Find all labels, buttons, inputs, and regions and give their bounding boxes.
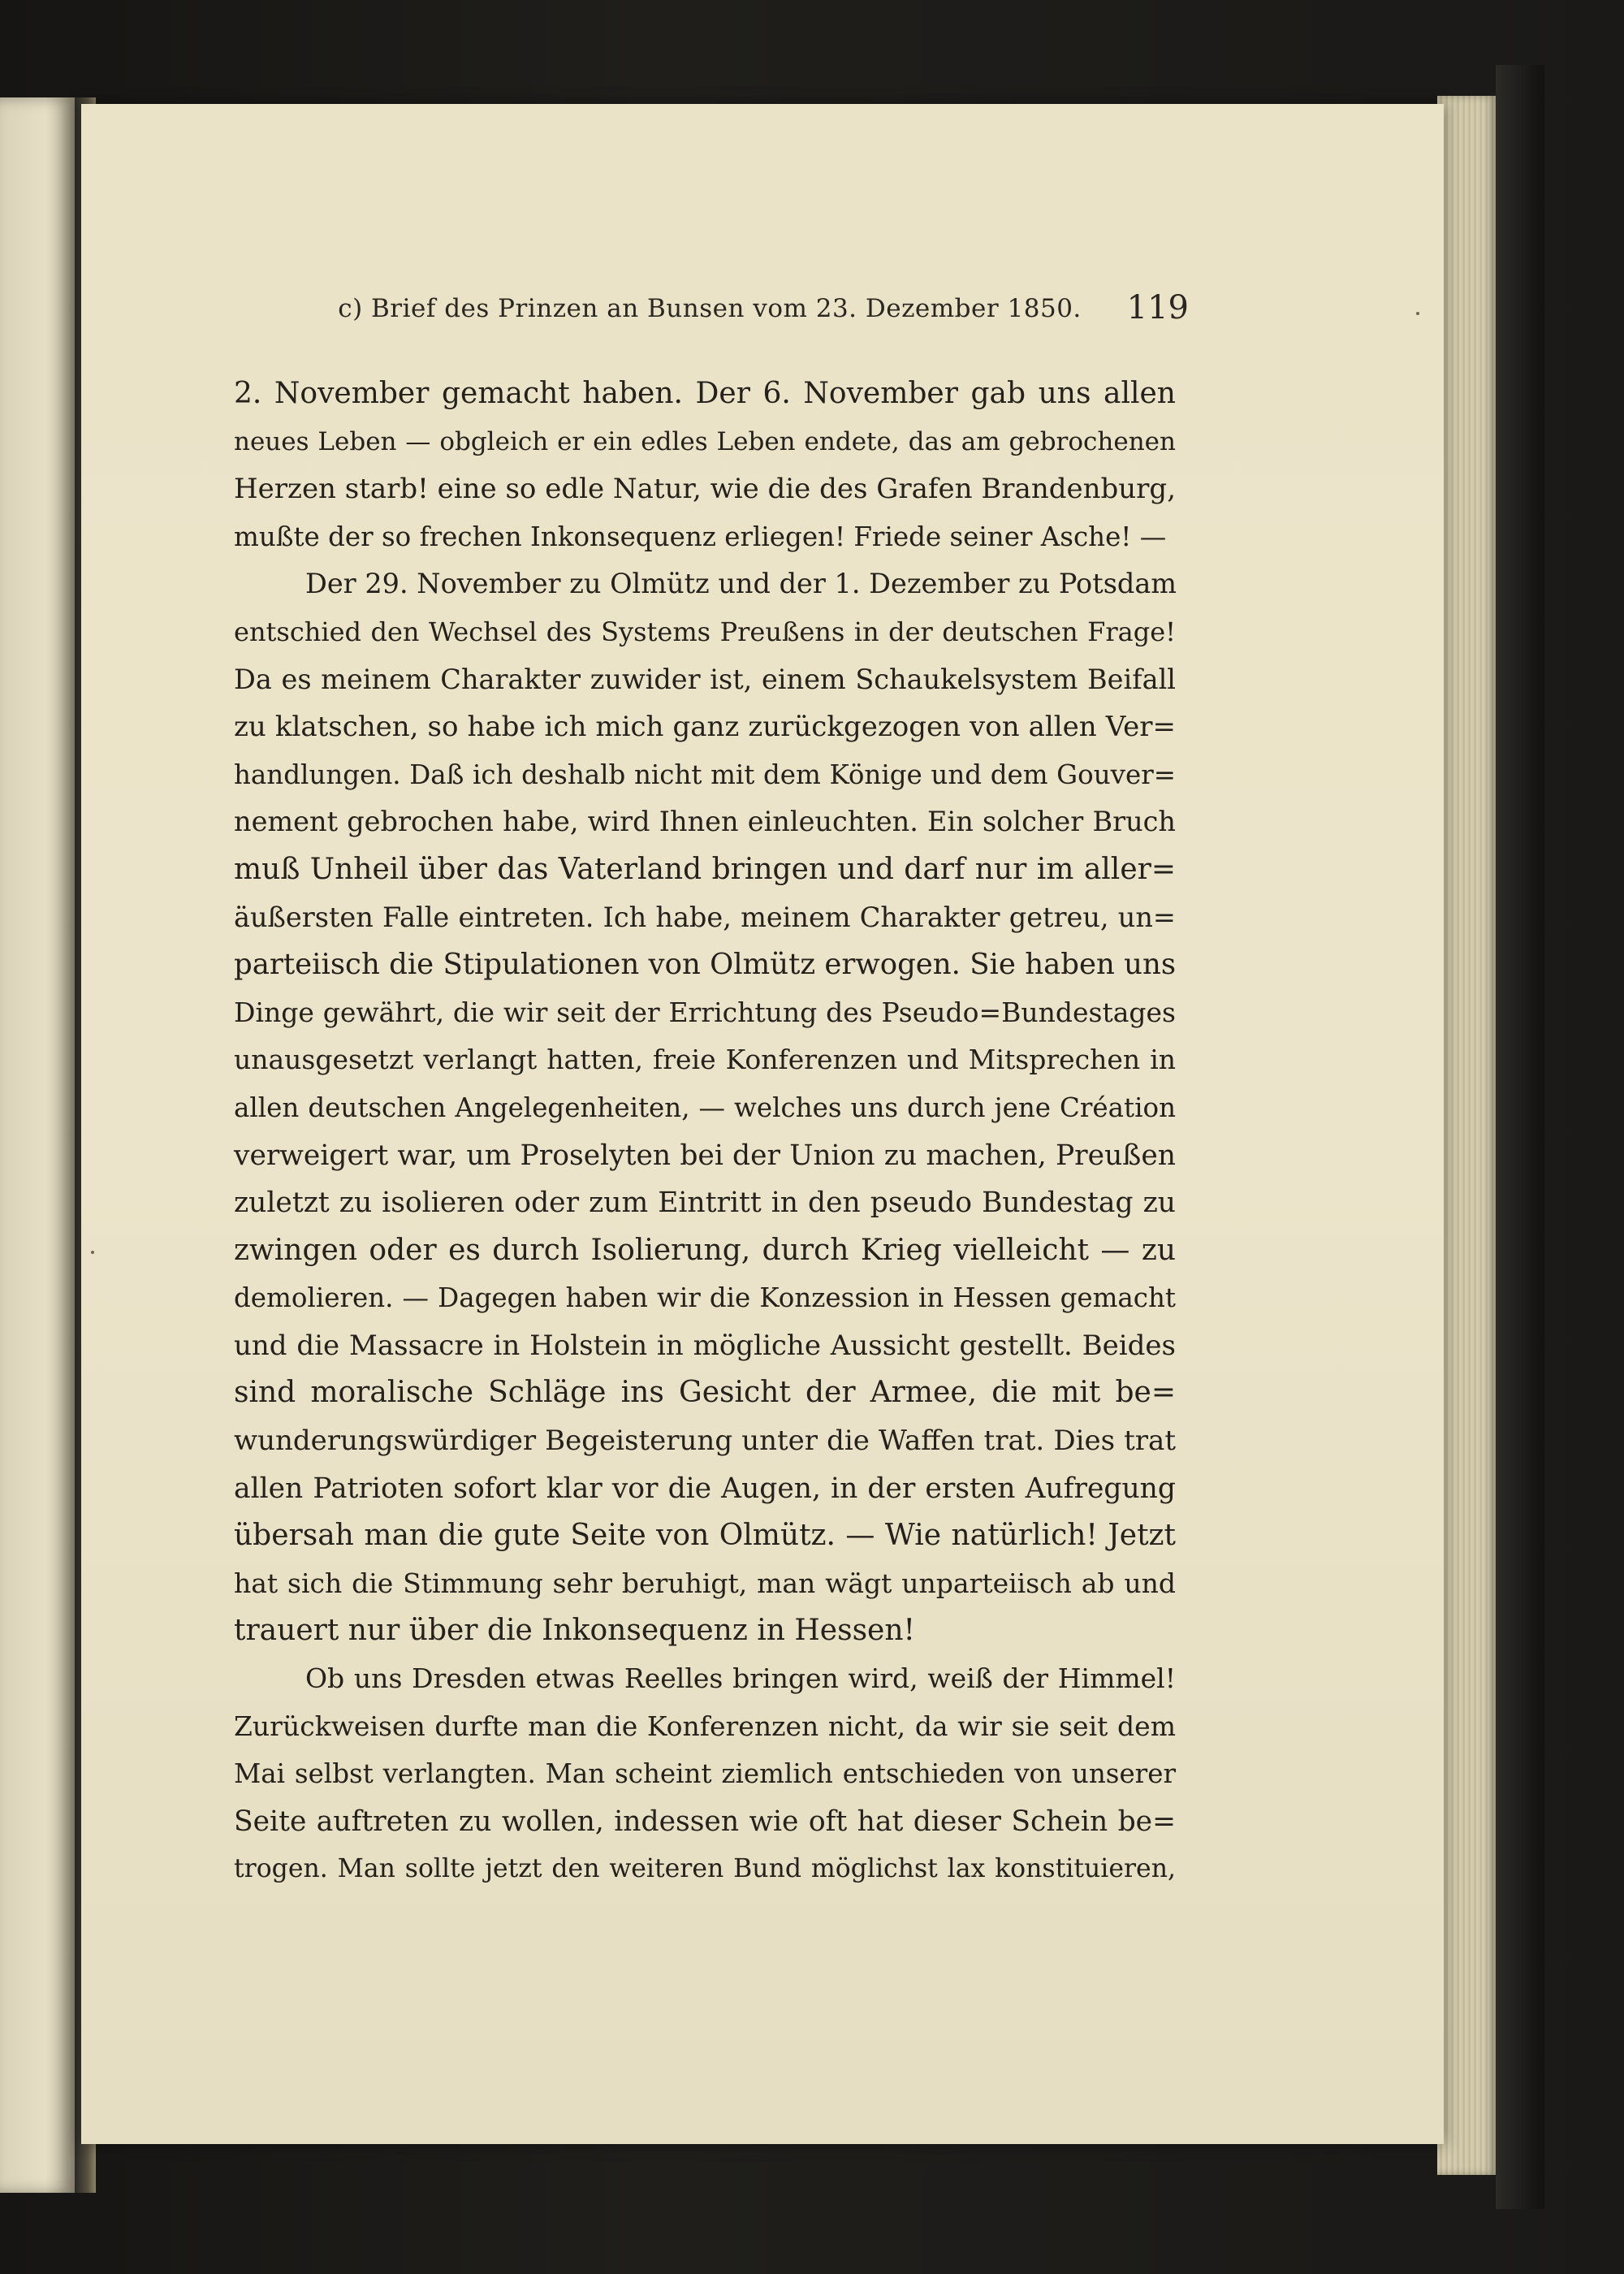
left-page-edge (0, 97, 75, 2193)
text-line: hat sich die Stimmung sehr beruhigt, man wägt unparteiisch ab und (234, 1567, 1176, 1599)
text-line: trauert nur über die Inkonsequenz in Hessen! (234, 1614, 916, 1648)
text-line: parteiisch die Stipulationen von Olmütz erwogen. Sie haben uns (234, 948, 1177, 982)
page-block-edges (1437, 96, 1496, 2175)
text-line: 2. November gemacht haben. Der 6. November gab uns allen (234, 377, 1176, 410)
text-line: Herzen starb! eine so edle Natur, wie die des Grafen Brandenburg, (234, 473, 1176, 506)
text-line: nement gebrochen habe, wird Ihnen einleuchten. Ein solcher Bruch (234, 806, 1176, 838)
text-line: neues Leben — obgleich er ein edles Leben endete, das am gebrochenen (234, 426, 1176, 456)
text-line: trogen. Man sollte jetzt den weiteren Bund möglichst lax konstituieren, (234, 1854, 1176, 1884)
text-line: Ob uns Dresden etwas Reelles bringen wird, weiß der Himmel! (305, 1662, 1176, 1695)
running-header: c) Brief des Prinzen an Bunsen vom 23. Dezember 1850. (338, 294, 1082, 323)
page-number: 119 (1126, 289, 1189, 326)
text-line: unausgesetzt verlangt hatten, freie Konferenzen und Mitsprechen in (234, 1044, 1176, 1076)
text-line: allen deutschen Angelegenheiten, — welches uns durch jene Création (234, 1092, 1176, 1123)
text-line: Mai selbst verlangten. Man scheint ziemlich entschieden von unserer (234, 1758, 1176, 1790)
text-line: wunderungswürdiger Begeisterung unter die Waffen trat. Dies trat (234, 1424, 1176, 1458)
text-line: entschied den Wechsel des Systems Preußens in der deutschen Frage! (234, 616, 1176, 647)
book-cover-edge (1496, 65, 1544, 2209)
text-line: sind moralische Schläge ins Gesicht der Armee, die mit be= (234, 1376, 1176, 1410)
text-line: und die Massacre in Holstein in mögliche Aussicht gestellt. Beides (234, 1329, 1176, 1362)
text-line: äußersten Falle eintreten. Ich habe, meinem Charakter getreu, un= (234, 901, 1176, 933)
text-line: zu klatschen, so habe ich mich ganz zurückgezogen von allen Ver= (234, 711, 1176, 744)
text-line: allen Patrioten sofort klar vor die Augen, in der ersten Aufregung (234, 1472, 1176, 1505)
text-line: Der 29. November zu Olmütz und der 1. Dezember zu Potsdam (305, 568, 1177, 600)
text-line: Dinge gewährt, die wir seit der Errichtung des Pseudo=Bundestages (234, 996, 1176, 1028)
text-line: handlungen. Daß ich deshalb nicht mit dem Könige und dem Gouver= (234, 759, 1176, 790)
text-line: muß Unheil über das Vaterland bringen und darf nur im aller= (234, 852, 1176, 886)
text-line: demolieren. — Dagegen haben wir die Konzession in Hessen gemacht (234, 1282, 1176, 1314)
text-line: zuletzt zu isolieren oder zum Eintritt in den pseudo Bundestag zu (234, 1187, 1176, 1220)
paper-speck (91, 1251, 94, 1254)
text-line: Seite auftreten zu wollen, indessen wie oft hat dieser Schein be= (234, 1805, 1176, 1838)
text-line: verweigert war, um Proselyten bei der Union zu machen, Preußen (234, 1139, 1176, 1172)
text-line: Zurückweisen durfte man die Konferenzen nicht, da wir sie seit dem (234, 1710, 1176, 1742)
text-line: Da es meinem Charakter zuwider ist, einem Schaukelsystem Beifall (234, 663, 1176, 695)
text-line: übersah man die gute Seite von Olmütz. — Wie natürlich! Jetzt (234, 1519, 1176, 1553)
text-line: zwingen oder es durch Isolierung, durch Krieg vielleicht — zu (234, 1233, 1176, 1267)
text-line: mußte der so frechen Inkonsequenz erliegen! Friede seiner Asche! — (234, 521, 1167, 552)
paper-speck (1416, 312, 1419, 315)
page-body (234, 370, 1176, 1893)
